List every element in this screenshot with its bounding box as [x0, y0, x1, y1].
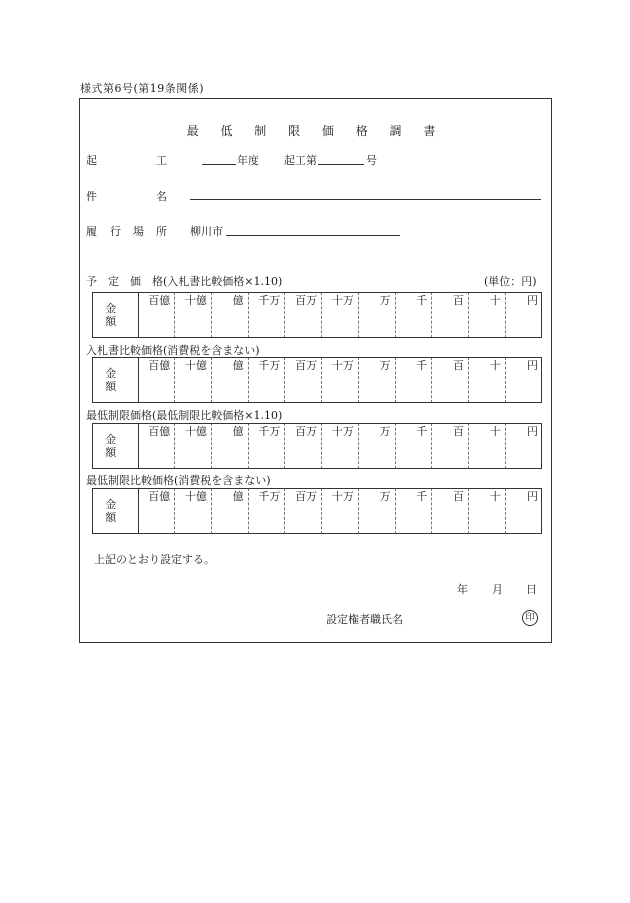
- place-label-2: 行: [110, 225, 121, 238]
- digit-cell[interactable]: 千: [395, 357, 432, 403]
- nendo-label: 年度: [237, 154, 259, 167]
- digit-cell[interactable]: 十万: [322, 423, 359, 469]
- digit-cell[interactable]: 十: [469, 292, 506, 338]
- amount-label: 金 額: [105, 367, 125, 393]
- project-name-field[interactable]: [190, 199, 541, 200]
- place-field[interactable]: [226, 235, 400, 236]
- section-label-1: 予 定 価 格(入札書比較価格×1.10): [86, 275, 283, 288]
- digit-cell[interactable]: 億: [211, 488, 248, 534]
- document-title: 最 低 制 限 価 格 調 書: [186, 124, 445, 138]
- section-label-4: 最低制限比較価格(消費税を含まない): [86, 474, 271, 487]
- digit-cell[interactable]: 千万: [248, 488, 285, 534]
- ken-label-2: 名: [156, 190, 167, 203]
- digit-cell[interactable]: 円: [505, 292, 542, 338]
- seal-mark: 印: [522, 610, 538, 626]
- digit-cell[interactable]: 十万: [322, 357, 359, 403]
- digit-cell[interactable]: 円: [505, 488, 542, 534]
- digit-cell[interactable]: 百: [432, 357, 469, 403]
- day-label: 日: [526, 583, 537, 596]
- digit-cell[interactable]: 百億: [138, 292, 175, 338]
- amount-table-4: [92, 488, 542, 534]
- digit-cell[interactable]: 十億: [175, 488, 212, 534]
- digit-cell[interactable]: 千万: [248, 292, 285, 338]
- kiko-label-2: 工: [156, 154, 167, 167]
- place-label-3: 場: [133, 225, 144, 238]
- kiko-label-1: 起: [86, 154, 97, 167]
- amount-label: 金 額: [105, 498, 125, 524]
- ken-label-1: 件: [86, 190, 97, 203]
- digit-cell[interactable]: 億: [211, 292, 248, 338]
- unit-note: (単位：円): [484, 275, 537, 288]
- place-label-4: 所: [156, 225, 167, 238]
- digit-cell[interactable]: 百億: [138, 423, 175, 469]
- kiko-number-prefix: 起工第: [284, 154, 317, 167]
- digit-cell[interactable]: 万: [358, 488, 395, 534]
- digit-cell[interactable]: 百: [432, 292, 469, 338]
- digit-cell[interactable]: 億: [211, 423, 248, 469]
- form-frame: [79, 98, 552, 643]
- digit-cell[interactable]: 十億: [175, 357, 212, 403]
- digit-cell[interactable]: 千: [395, 292, 432, 338]
- digit-cell[interactable]: 十億: [175, 292, 212, 338]
- digit-cell[interactable]: 千万: [248, 357, 285, 403]
- digit-cell[interactable]: 百: [432, 423, 469, 469]
- digit-cell[interactable]: 百万: [285, 488, 322, 534]
- signer-label: 設定権者職氏名: [326, 613, 403, 626]
- digit-cell[interactable]: 万: [358, 357, 395, 403]
- digit-cell[interactable]: 十: [469, 357, 506, 403]
- digit-cell[interactable]: 億: [211, 357, 248, 403]
- digit-cell[interactable]: 百万: [285, 357, 322, 403]
- month-label: 月: [492, 583, 503, 596]
- form-number-label: 様式第6号(第19条関係): [80, 82, 205, 95]
- place-prefix: 柳川市: [190, 225, 223, 238]
- digit-cell[interactable]: 百万: [285, 423, 322, 469]
- digit-cell[interactable]: 十: [469, 488, 506, 534]
- digit-cell[interactable]: 円: [505, 357, 542, 403]
- digit-cell[interactable]: 百万: [285, 292, 322, 338]
- nendo-field[interactable]: [202, 164, 236, 165]
- digit-cell[interactable]: 千: [395, 423, 432, 469]
- amount-label: 金 額: [105, 302, 125, 328]
- digit-cell[interactable]: 十億: [175, 423, 212, 469]
- amount-label: 金 額: [105, 433, 125, 459]
- statement-text: 上記のとおり設定する。: [94, 553, 215, 566]
- amount-table-3: [92, 423, 542, 469]
- digit-cell[interactable]: 十: [469, 423, 506, 469]
- kiko-number-field[interactable]: [318, 164, 364, 165]
- place-label-1: 履: [86, 225, 97, 238]
- amount-table-2: [92, 357, 542, 403]
- digit-cell[interactable]: 百億: [138, 357, 175, 403]
- digit-cell[interactable]: 百億: [138, 488, 175, 534]
- year-label: 年: [457, 583, 468, 596]
- digit-cell[interactable]: 十万: [322, 488, 359, 534]
- digit-cell[interactable]: 百: [432, 488, 469, 534]
- digit-cell[interactable]: 万: [358, 292, 395, 338]
- digit-cell[interactable]: 円: [505, 423, 542, 469]
- section-label-2: 入札書比較価格(消費税を含まない): [86, 344, 260, 357]
- digit-cell[interactable]: 千: [395, 488, 432, 534]
- digit-cell[interactable]: 万: [358, 423, 395, 469]
- digit-cell[interactable]: 十万: [322, 292, 359, 338]
- section-label-3: 最低制限価格(最低制限比較価格×1.10): [86, 409, 283, 422]
- go-label: 号: [366, 154, 377, 167]
- amount-table-1: [92, 292, 542, 338]
- digit-cell[interactable]: 千万: [248, 423, 285, 469]
